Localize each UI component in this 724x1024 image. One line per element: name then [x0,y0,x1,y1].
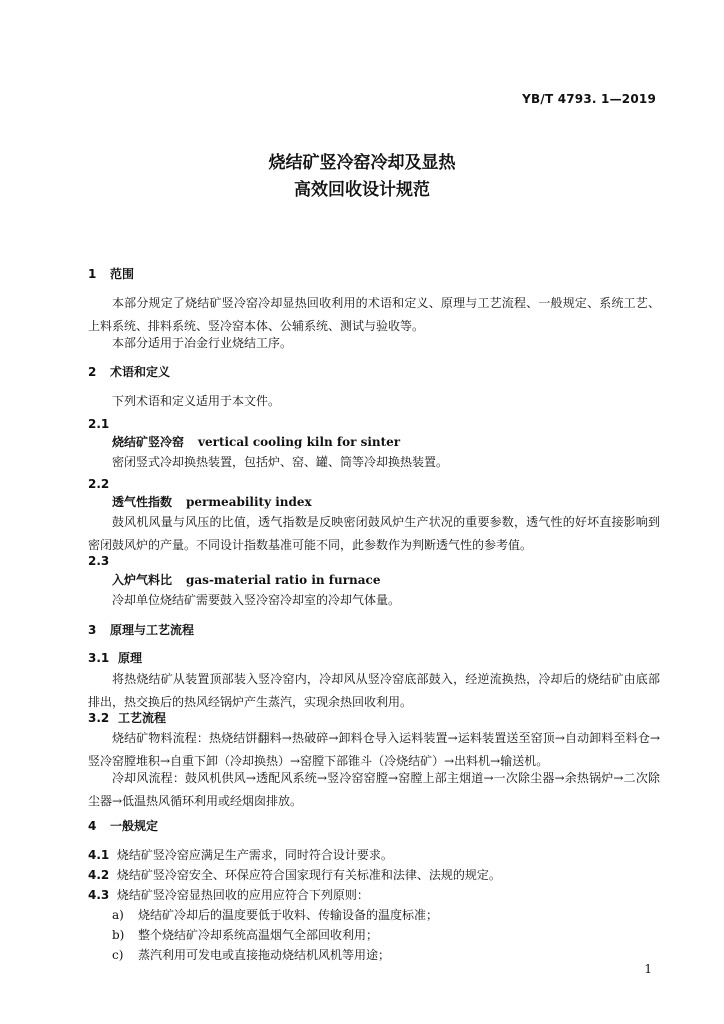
title-line-2: 高效回收设计规范 [294,180,430,200]
clause-4-3: 4.3 烧结矿竖冷窑显热回收的应用应符合下列原则： [88,888,369,902]
section-4-heading: 4 一般规定 [88,819,159,833]
title-line-1: 烧结矿竖冷窑冷却及显热 [268,153,456,173]
document-title [0,150,724,204]
section-1-paragraph-1: 本部分规定了烧结矿竖冷窑冷却显热回收利用的术语和定义、原理与工艺流程、一般规定、系统工艺、上料系统、排料系统、竖冷窑本体、公辅系统、测试与验收等。 [88,296,660,333]
term-2-3-number: 2.3 [88,554,110,568]
section-3-1-paragraph: 将热烧结矿从装置顶部装入竖冷窑内，冷却风从竖冷窑底部鼓入，经逆流换热，冷却后的烧结矿由底部排出，热交换后的热风经锅炉产生蒸汽，实现余热回收利用。 [88,672,660,709]
clause-4-1: 4.1 烧结矿竖冷窑应满足生产需求，同时符合设计要求。 [88,848,393,862]
section-2-paragraph-1: 下列术语和定义适用于本文件。 [112,394,281,408]
section-1-heading: 1 范围 [88,267,135,281]
term-2-3-definition: 冷却单位烧结矿需要鼓入竖冷窑冷却室的冷却气体量。 [112,593,401,607]
list-item-c: c) 蒸汽利用可发电或直接拖动烧结机风机等用途； [112,948,391,962]
section-1-paragraph-2: 本部分适用于冶金行业烧结工序。 [112,336,293,350]
list-item-b: b) 整个烧结矿冷却系统高温烟气全部回收利用； [112,928,379,942]
term-2-2-definition: 鼓风机风量与风压的比值，透气指数是反映密闭鼓风炉生产状况的重要参数，透气性的好坏直接影响到密闭鼓风炉的产量。不同设计指数基准可能不同，此参数作为判断透气性的参考值。 [88,515,660,552]
term-2-1-title: 烧结矿竖冷窑 vertical cooling kiln for sinter [112,435,401,449]
section-3-heading: 3 原理与工艺流程 [88,623,195,637]
section-3-1-heading: 3.1 原理 [88,651,143,665]
term-2-2-number: 2.2 [88,477,110,491]
section-3-2-paragraph-1: 烧结矿物料流程：热烧结饼翻料→热破碎→卸料仓导入运料装置→运料装置送至窑顶→自动卸料至料仓→竖冷窑膛堆积→自重下卸（冷却换热）→窑膛下部锥斗（冷烧结矿）→出料机→输送机。 [88,731,660,768]
term-2-1-definition: 密闭竖式冷却换热装置，包括炉、窑、罐、筒等冷却换热装置。 [112,455,449,469]
page-number: 1 [644,962,652,976]
clause-4-2: 4.2 烧结矿竖冷窑安全、环保应符合国家现行有关标准和法律、法规的规定。 [88,868,501,882]
section-3-2-paragraph-2: 冷却风流程：鼓风机供风→透配风系统→竖冷窑窑膛→窑膛上部主烟道→一次除尘器→余热锅炉→二次除尘器→低温热风循环利用或经烟囱排放。 [88,771,660,808]
term-2-3-title: 入炉气料比 gas-material ratio in furnace [112,573,381,587]
term-2-1-number: 2.1 [88,417,110,431]
section-3-2-heading: 3.2 工艺流程 [88,711,167,725]
section-2-heading: 2 术语和定义 [88,365,171,379]
standard-code: YB/T 4793. 1—2019 [522,92,656,106]
term-2-2-title: 透气性指数 permeability index [112,495,312,509]
list-item-a: a) 烧结矿冷却后的温度要低于收料、传输设备的温度标准； [112,908,439,922]
